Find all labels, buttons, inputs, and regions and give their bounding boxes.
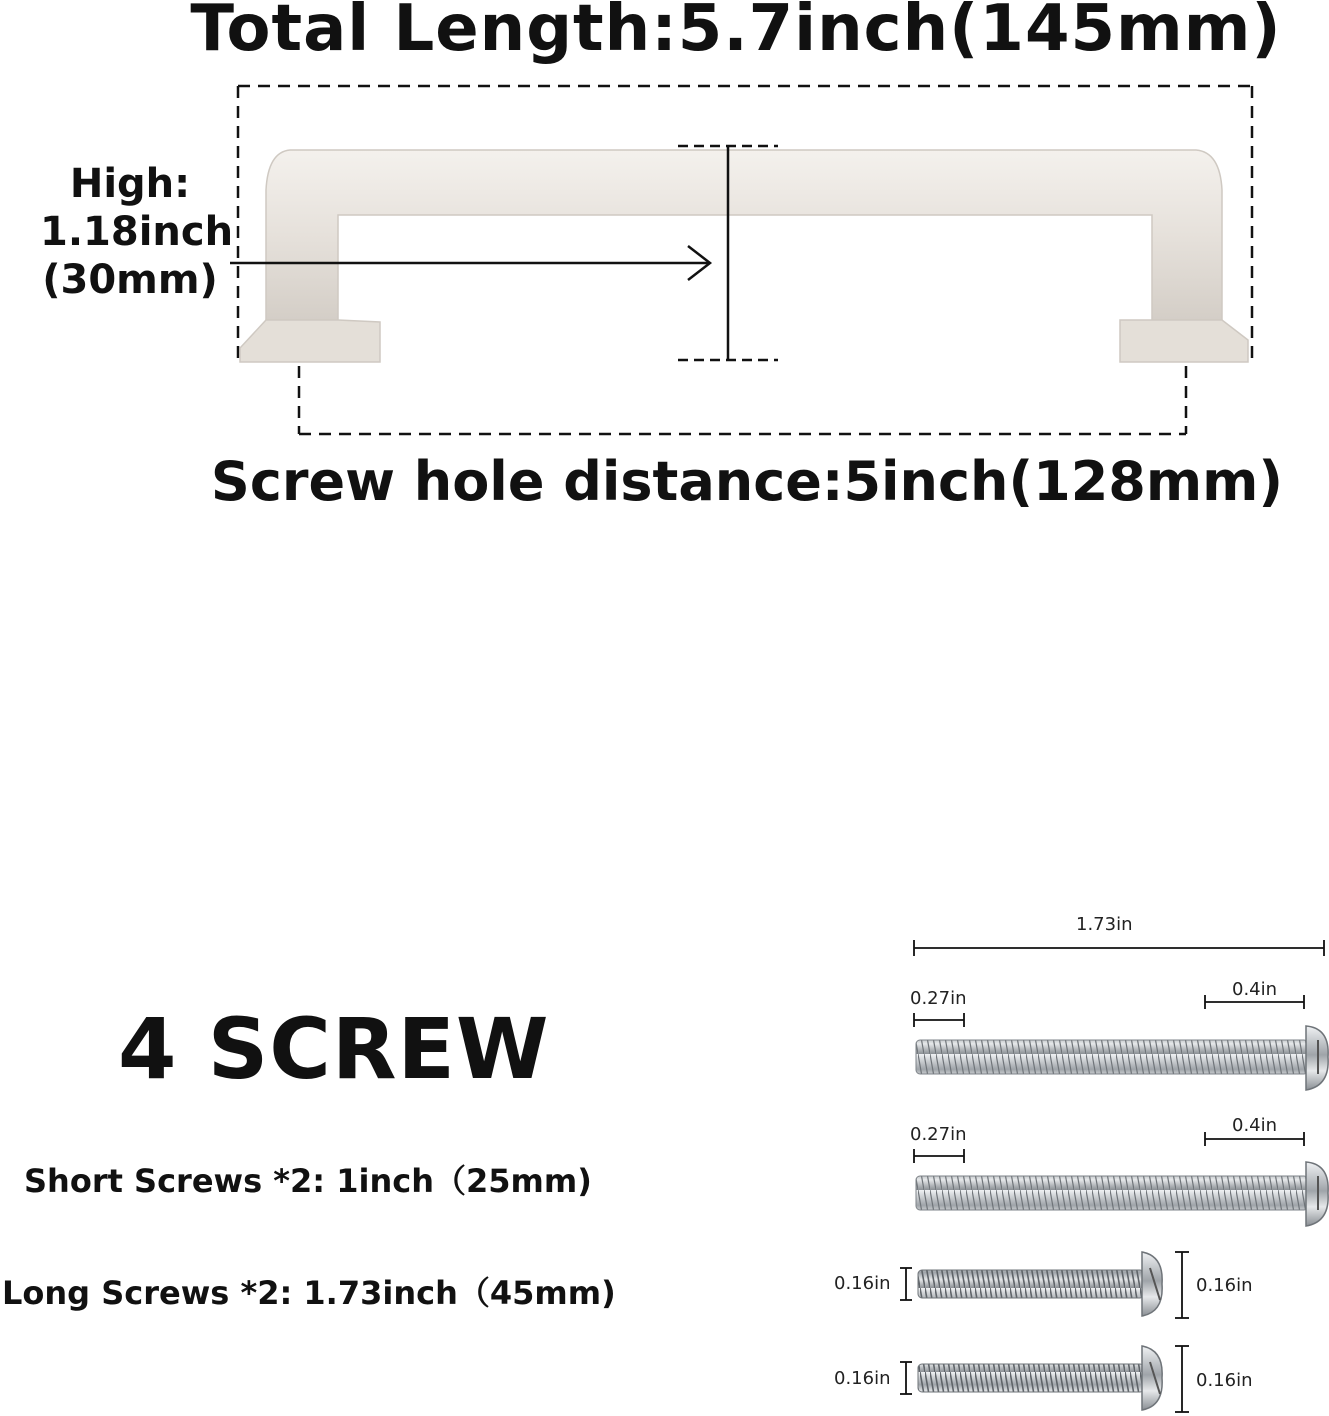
long-screw-2	[916, 1162, 1328, 1226]
cabinet-handle	[240, 150, 1248, 362]
long-screw-1	[916, 1026, 1328, 1090]
screw-count-heading: 4 SCREW	[118, 1000, 550, 1098]
dim-tip-2: 0.27in	[910, 1124, 967, 1145]
short-screw-1	[918, 1252, 1162, 1316]
high-label-line-2: 1.18inch	[40, 209, 234, 255]
screw-hole-distance-label: Screw hole distance:5inch(128mm)	[210, 450, 1284, 513]
high-label-line-1: High:	[69, 161, 191, 207]
dim-short-left-1: 0.16in	[834, 1273, 891, 1294]
dim-short-right-1: 0.16in	[1196, 1275, 1253, 1296]
short-screws-label: Short Screws *2: 1inch（25mm)	[24, 1162, 592, 1200]
dim-tip-1: 0.27in	[910, 988, 967, 1009]
total-length-dashed-box	[238, 86, 1252, 360]
high-label-line-3: (30mm)	[42, 257, 218, 303]
dim-head-1: 0.4in	[1232, 979, 1278, 1000]
short-screw-2	[918, 1346, 1162, 1410]
high-label	[40, 160, 234, 304]
dim-short-left-2: 0.16in	[834, 1368, 891, 1389]
dim-overall-length: 1.73in	[1076, 914, 1133, 935]
dim-short-right-2: 0.16in	[1196, 1370, 1253, 1391]
dim-head-2: 0.4in	[1232, 1115, 1278, 1136]
long-screws-label: Long Screws *2: 1.73inch（45mm)	[2, 1274, 616, 1312]
total-length-label: Total Length:5.7inch(145mm)	[190, 0, 1282, 66]
screw-hole-dashed-box	[299, 366, 1186, 434]
